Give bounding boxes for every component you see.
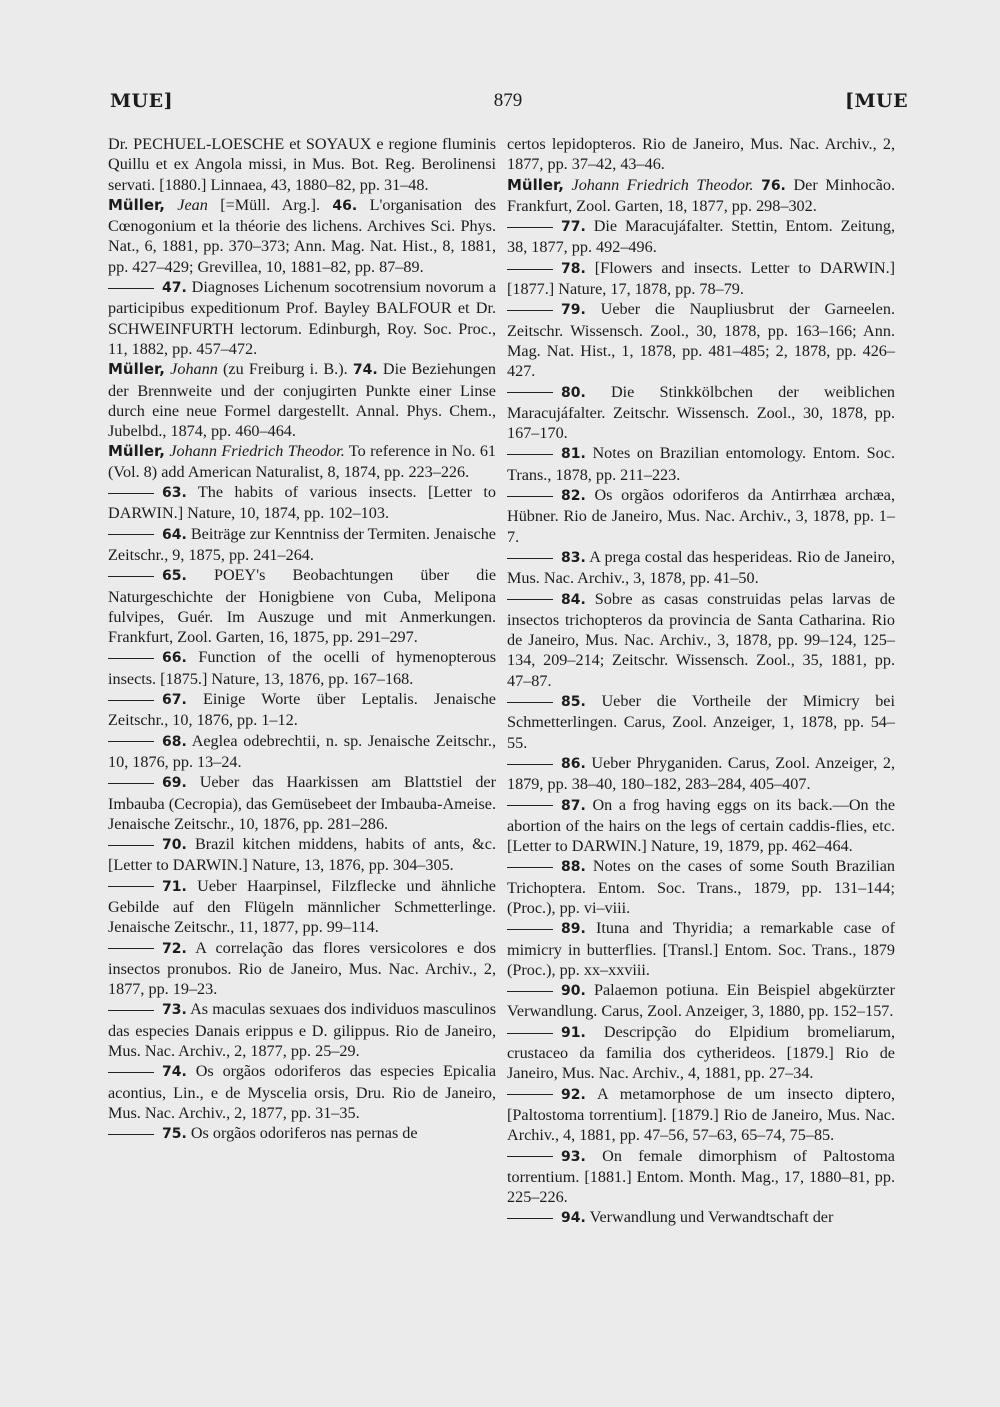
bibliography-entry [108, 731, 496, 773]
entry-text: On female dimorphism of Paltostoma torrentium. [1881.] Entom. Month. Mag., 17, 1880–81, pp. 225–226. [507, 1146, 895, 1207]
entry-text: POEY's Beobachtungen über die Naturgeschichte der Honigbiene von Cuba, Melipona fulvipes, Guér. Im Auszuge und mit Anmerkungen. Frankfurt, Zool. Garten, 16, 1875, pp. 291–297. [108, 566, 497, 647]
entry-number: 46. [332, 197, 358, 214]
entry-number: 74. [352, 362, 378, 379]
entry-number: 74. [162, 1064, 187, 1081]
bibliography-entry [108, 876, 496, 938]
bibliography-entry [507, 795, 895, 857]
author-given-names: Jean [177, 195, 208, 214]
entry-dash [507, 1033, 553, 1034]
entry-dash [108, 948, 154, 949]
entry-number: 72. [162, 940, 187, 957]
entry-text: Ueber die Vortheile der Mimicry bei Schmetterlingen. Carus, Zool. Anzeiger, 1, 1878, pp. 54–55. [507, 692, 895, 752]
entry-text: Ueber Haarpinsel, Filzflecke und ähnliche Gebilde auf den Flügeln männlicher Schmetterlinge. Jenaische Zeitschr., 11, 1877, pp. 99–114. [108, 876, 496, 937]
entry-number: 78. [561, 260, 586, 277]
entry-number: 92. [561, 1086, 586, 1103]
bibliography-entry [507, 753, 895, 795]
entry-number: 93. [561, 1148, 586, 1165]
bibliography-entry [507, 485, 895, 547]
entry-dash [507, 1156, 553, 1157]
entry-number: 80. [561, 384, 586, 401]
bibliography-entry [507, 134, 895, 175]
entry-text: Sobre as casas construidas pelas larvas de insectos trichopteros da provincia de Santa Catharina. Rio de Janeiro, Mus. Nac. Archiv., 3, 1878, pp. 99–124, 125–134, 209–214; Zeitschr. Wissensch. Zool., 35, 1881, pp. 47–87. [507, 589, 895, 690]
bibliography-entry [507, 258, 895, 300]
entry-dash [507, 702, 553, 703]
bibliography-entry [507, 1084, 895, 1146]
entry-dash [507, 392, 553, 393]
entry-dash [108, 1072, 154, 1073]
bibliography-entry [108, 1123, 496, 1144]
entry-number: 65. [162, 568, 187, 585]
entry-dash [108, 741, 154, 742]
entry-dash [507, 1094, 553, 1095]
bibliography-entry [108, 482, 496, 524]
entry-number: 73. [162, 1002, 187, 1019]
entry-text: Os orgãos odoriferos da Antirrhæa archæa, Hübner. Rio de Janeiro, Mus. Nac. Archiv., 3, 1878, pp. 1–7. [507, 486, 895, 546]
entry-text: Descripção do Elpidium bromeliarum, crustaceo da familia dos cytherideos. [1879.] Rio de Janeiro, Mus. Nac. Archiv., 4, 1881, pp. 27–34. [507, 1022, 896, 1083]
entry-text: Ueber das Haarkissen am Blattstiel der Imbauba (Cecropia), das Gemüsebeet der Imbauba-Ameise. Jenaische Zeitschr., 10, 1876, pp. 281–286. [108, 773, 496, 833]
author-name: Müller, [108, 360, 165, 379]
entry-text: A correlação das flores versicolores e dos insectos pronubos. Rio de Janeiro, Mus. Nac. Archiv., 2, 1877, pp. 19–23. [108, 938, 496, 999]
entry-number: 70. [162, 837, 187, 854]
entry-number: 69. [162, 775, 187, 792]
entry-text: Os orgãos odoriferos nas pernas de [190, 1124, 418, 1143]
entry-text: The habits of various insects. [Letter to DARWIN.] Nature, 10, 1874, pp. 102–103. [108, 483, 496, 523]
entry-dash [507, 558, 553, 559]
entry-text: Notes on the cases of some South Brazilian Trichoptera. Entom. Soc. Trans., 1879, pp. 131–144; (Proc.), pp. vi–viii. [507, 857, 896, 917]
entry-text: Palaemon potiuna. Ein Beispiel abgekürzter Verwandlung. Carus, Zool. Anzeiger, 3, 1880, pp. 152–157. [507, 981, 896, 1021]
bibliography-entry [507, 443, 895, 485]
entry-dash [507, 991, 553, 992]
entry-dash [108, 1134, 154, 1135]
entry-number: 75. [162, 1126, 187, 1143]
entry-number: 68. [162, 733, 187, 750]
bibliography-entry [507, 175, 895, 217]
entry-text: A prega costal das hesperideas. Rio de Janeiro, Mus. Nac. Archiv., 3, 1878, pp. 41–50. [507, 547, 896, 588]
bibliography-entry [108, 772, 496, 834]
right-column [507, 134, 895, 1229]
entry-text: L'organisation des Cœnogonium et la théorie des lichens. Archives Sci. Phys. Nat., 6, 1881, pp. 370–373; Ann. Mag. Nat. Hist., 8, 1881, pp. 427–429; Grevillea, 10, 1881–82, pp. 87–89. [108, 195, 497, 276]
entry-text: On a frog having eggs on its back.—On the abortion of the hairs on the legs of certain caddis-flies, etc. [Letter to DARWIN.] Nature, 19, 1879, pp. 462–464. [507, 795, 896, 856]
author-name: Müller, [507, 175, 564, 194]
bibliography-entry [108, 938, 496, 1000]
bibliography-entry [507, 299, 895, 381]
header-right: [MUE [845, 90, 909, 112]
entry-text: Ueber Phryganiden. Carus, Zool. Anzeiger, 2, 1879, pp. 38–40, 180–182, 283–284, 405–407. [507, 753, 895, 794]
entry-text: Notes on Brazilian entomology. Entom. Soc. Trans., 1878, pp. 211–223. [507, 444, 895, 484]
bibliography-entry [108, 834, 496, 876]
entry-text: Os orgãos odoriferos das especies Epicalia acontius, Lin., e de Myscelia orsis, Dru. Rio de Janeiro, Mus. Nac. Archiv., 2, 1877, pp. 31–35. [108, 1062, 497, 1122]
bibliography-entry [507, 216, 895, 258]
entry-number: 81. [561, 446, 586, 463]
bibliography-entry [507, 1146, 895, 1208]
entry-number: 85. [561, 694, 586, 711]
bibliography-entry [507, 547, 895, 589]
entry-number: 83. [561, 549, 586, 566]
author-given-names: Johann [170, 360, 218, 379]
bibliography-entry [108, 134, 496, 195]
entry-number: 89. [561, 921, 586, 938]
bibliography-entry [108, 689, 496, 731]
entry-number: 90. [561, 983, 586, 1000]
entry-text: Die Maracujáfalter. Stettin, Entom. Zeitung, 38, 1877, pp. 492–496. [507, 217, 896, 257]
author-name: Müller, [108, 442, 165, 461]
entry-dash [507, 929, 553, 930]
bibliography-entry [108, 524, 496, 566]
entry-number: 71. [162, 878, 187, 895]
entry-number: 47. [162, 280, 187, 297]
entry-text: Die Stinkkölbchen der weiblichen Maracujáfalter. Zeitschr. Wissensch. Zool., 30, 1878, pp. 167–170. [507, 382, 895, 443]
entry-number: 67. [162, 692, 187, 709]
entry-text: Dr. PECHUEL-LOESCHE et SOYAUX e regione fluminis Quillu et ex Angola missi, in Mus. Bot. Reg. Berolinensi servati. [1880.] Linnaea, 43, 1880–82, pp. 31–48. [108, 135, 496, 194]
entry-dash [108, 1010, 154, 1011]
entry-number: 63. [162, 485, 187, 502]
entry-number: 84. [561, 591, 586, 608]
entry-dash [507, 599, 553, 600]
entry-text: Beiträge zur Kenntniss der Termiten. Jenaische Zeitschr., 9, 1875, pp. 241–264. [108, 524, 496, 564]
entry-dash [108, 700, 154, 701]
entry-text: To reference in No. 61 (Vol. 8) add American Naturalist, 8, 1874, pp. 223–226. [108, 442, 497, 481]
author-note: (zu Freiburg i. B.). [223, 360, 348, 379]
entry-dash [108, 288, 154, 289]
entry-number: 77. [561, 219, 586, 236]
bibliography-entry [108, 359, 496, 441]
entry-dash [108, 783, 154, 784]
entry-text: Ueber die Naupliusbrut der Garneelen. Zeitschr. Wissensch. Zool., 30, 1878, pp. 163–166; Ann. Mag. Nat. Hist., 1, 1878, pp. 481–485; 2, 1878, pp. 426–427. [507, 300, 895, 381]
entry-number: 79. [561, 302, 586, 319]
entry-number: 91. [561, 1024, 586, 1041]
entry-dash [108, 658, 154, 659]
entry-text: Die Beziehungen der Brennweite und der conjugirten Punkte einer Linse durch eine neue Formel dargestellt. Annal. Phys. Chem., Jubelbd., 1874, pp. 460–464. [108, 360, 496, 441]
entry-number: 64. [162, 526, 187, 543]
entry-number: 94. [561, 1210, 586, 1227]
left-column [108, 134, 496, 1145]
entry-dash [507, 310, 553, 311]
bibliography-entry [108, 277, 496, 359]
entry-text: [Flowers and insects. Letter to DARWIN.] [1877.] Nature, 17, 1878, pp. 78–79. [507, 258, 896, 299]
entry-dash [507, 1218, 553, 1219]
author-note: [=Müll. Arg.]. [220, 195, 321, 214]
running-header [0, 90, 1000, 122]
bibliography-entry [507, 856, 895, 918]
entry-number: 86. [561, 755, 586, 772]
entry-number: 76. [761, 177, 786, 194]
entry-dash [507, 227, 553, 228]
entry-dash [108, 845, 154, 846]
entry-number: 87. [561, 797, 586, 814]
bibliography-entry [507, 1207, 895, 1228]
bibliography-entry [507, 1022, 895, 1084]
entry-dash [108, 493, 154, 494]
entry-text: Diagnoses Lichenum socotrensium novorum a participibus expeditionum Prof. Bayley BALFOUR et Dr. SCHWEINFURTH lectorum. Edinburgh, Roy. Soc. Proc., 11, 1882, pp. 457–472. [108, 278, 497, 358]
entry-text: Aeglea odebrechtii, n. sp. Jenaische Zeitschr., 10, 1876, pp. 13–24. [108, 731, 496, 771]
bibliography-entry [108, 999, 496, 1061]
entry-text: Der Minhocão. Frankfurt, Zool. Garten, 18, 1877, pp. 298–302. [507, 175, 895, 215]
author-name: Müller, [108, 195, 165, 214]
entry-dash [507, 454, 553, 455]
entry-text: certos lepidopteros. Rio de Janeiro, Mus. Nac. Archiv., 2, 1877, pp. 37–42, 43–46. [507, 135, 895, 174]
bibliography-entry [108, 195, 496, 277]
entry-dash [507, 269, 553, 270]
bibliography-entry [507, 918, 895, 980]
entry-text: As maculas sexuaes dos individuos masculinos das especies Danais erippus e D. gilippus. Rio de Janeiro, Mus. Nac. Archiv., 2, 1877, pp. 25–29. [108, 1000, 496, 1061]
entry-number: 66. [162, 650, 187, 667]
entry-text: Verwandlung und Verwandtschaft der [589, 1208, 834, 1227]
entry-text: Function of the ocelli of hymenopterous insects. [1875.] Nature, 13, 1876, pp. 167–168. [108, 648, 497, 688]
bibliography-entry [108, 441, 496, 482]
bibliography-entry [507, 691, 895, 753]
entry-text: Brazil kitchen middens, habits of ants, &c. [Letter to DARWIN.] Nature, 13, 1876, pp. 304–305. [108, 835, 496, 875]
entry-text: Ituna and Thyridia; a remarkable case of mimicry in butterflies. [Transl.] Entom. Soc. Trans., 1879 (Proc.), pp. xx–xxviii. [507, 919, 895, 979]
entry-dash [507, 867, 553, 868]
header-left: MUE] [110, 90, 174, 112]
entry-number: 82. [561, 488, 586, 505]
bibliography-entry [507, 382, 895, 444]
bibliography-entry [507, 589, 895, 691]
entry-text: Einige Worte über Leptalis. Jenaische Zeitschr., 10, 1876, pp. 1–12. [108, 690, 496, 730]
author-given-names: Johann Friedrich Theodor. [571, 175, 754, 194]
entry-dash [507, 805, 553, 806]
entry-dash [507, 496, 553, 497]
bibliography-entry [507, 980, 895, 1022]
page-number: 879 [493, 90, 523, 111]
author-given-names: Johann Friedrich Theodor. [169, 442, 345, 461]
bibliography-entry [108, 1061, 496, 1123]
entry-dash [108, 886, 154, 887]
bibliography-entry [108, 647, 496, 689]
entry-text: A metamorphose de um insecto diptero, [Paltostoma torrentium]. [1879.] Rio de Janeiro, Mus. Nac. Archiv., 4, 1881, pp. 47–56, 57–63, 65–74, 75–85. [507, 1084, 895, 1145]
bibliography-entry [108, 565, 496, 647]
entry-dash [108, 576, 154, 577]
entry-dash [108, 534, 154, 535]
entry-dash [507, 764, 553, 765]
entry-number: 88. [561, 859, 586, 876]
